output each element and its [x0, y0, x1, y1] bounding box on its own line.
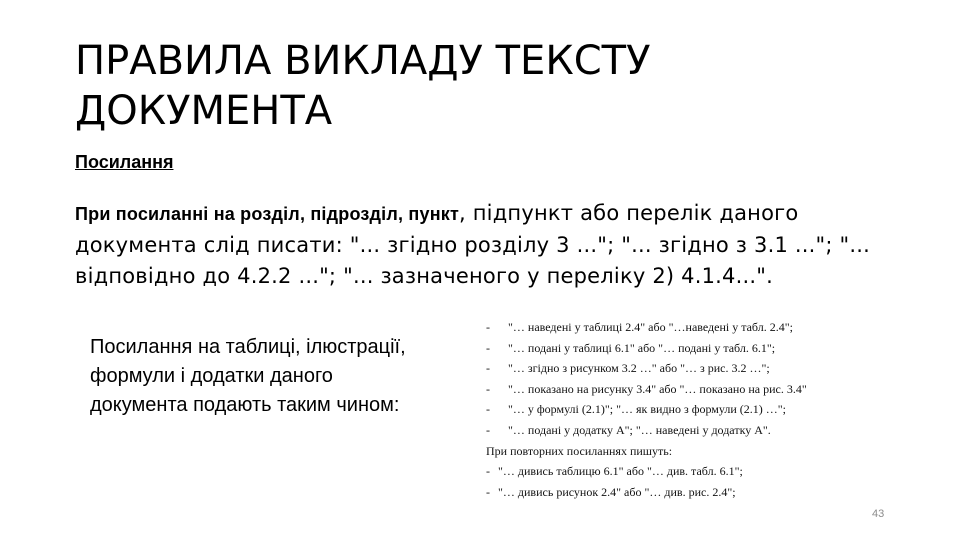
example-item [486, 338, 956, 359]
page-number: 43 [872, 508, 885, 520]
list-dash: - [486, 381, 490, 396]
example-text: "… дивись рисунок 2.4" або "… див. рис. 2.4"; [498, 484, 736, 499]
section-subtitle: Посилання [75, 152, 174, 172]
list-dash: - [486, 361, 490, 376]
reference-rules-paragraph [75, 198, 925, 292]
example-text: "… згідно з рисунком 3.2 …" або "… з рис. 3.2 …"; [508, 361, 770, 376]
example-text: "… подані у таблиці 6.1" або "… подані у табл. 6.1"; [508, 340, 776, 355]
tables-figures-note: Посилання на таблиці, ілюстрації, формули і додатки даного документа подають таким чином: [90, 336, 406, 416]
repeat-example-item [486, 482, 956, 503]
list-dash: - [486, 484, 490, 499]
list-dash: - [486, 402, 490, 417]
slide-title: ПРАВИЛА ВИКЛАДУ ТЕКСТУ ДОКУМЕНТА [75, 38, 651, 134]
list-dash: - [486, 340, 490, 355]
example-text: "… дивись таблицю 6.1" або "… див. табл. 6.1"; [498, 464, 743, 479]
examples-list [486, 317, 956, 502]
example-item [486, 399, 956, 420]
repeat-references-heading: При повторних посиланнях пишуть: [486, 443, 673, 458]
example-text: "… наведені у таблиці 2.4" або "…наведені у табл. 2.4"; [508, 320, 793, 334]
list-dash: - [486, 422, 490, 437]
example-item [486, 420, 956, 441]
example-text: "… у формулі (2.1)"; "… як видно з формули (2.1) …"; [508, 402, 787, 417]
repeat-example-item [486, 461, 956, 482]
example-text: "… показано на рисунку 3.4" або "… показано на рис. 3.4" [508, 381, 807, 396]
list-dash: - [486, 320, 490, 334]
example-text: "… подані у додатку А"; "… наведені у додатку А". [508, 422, 771, 437]
paragraph-rest: , підпункт або перелік даного документа слід писати: "... згідно розділу 3 ..."; "... згідно з 3.1 ..."; "... відповідно до 4.2.2 ..."; "... зазначеного у переліку 2) 4.1.4...". [75, 201, 871, 288]
example-item [486, 317, 956, 338]
example-item [486, 358, 956, 379]
paragraph-lead: При посиланні на розділ, підрозділ, пункт [75, 204, 459, 224]
list-dash: - [486, 464, 490, 479]
example-item [486, 379, 956, 400]
